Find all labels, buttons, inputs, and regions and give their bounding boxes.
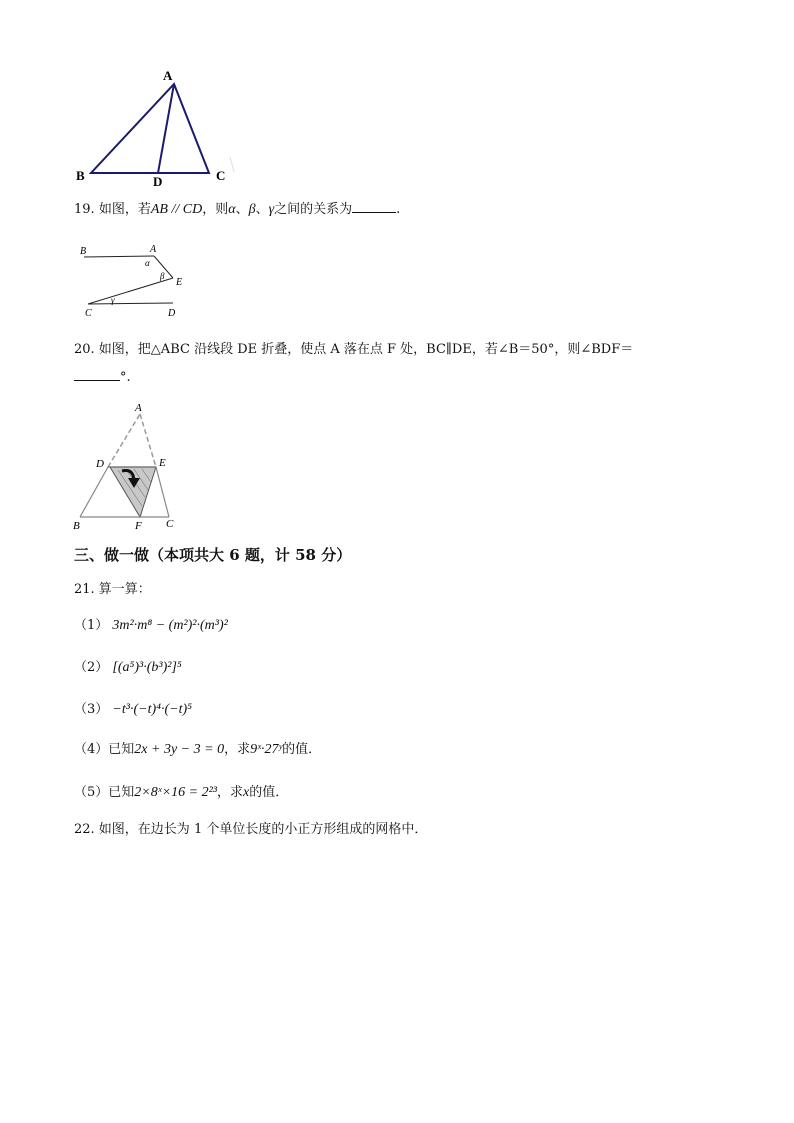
label-a: A — [135, 402, 142, 414]
line-ab — [84, 256, 154, 257]
q21-item-5-num: （5） — [74, 785, 109, 800]
q21-item-5-mid: ，求 — [216, 785, 243, 800]
q20-text: 20. 如图，把△ABC 沿线段 DE 折叠，使点 A 落在点 F 处，BC∥DE，若∠B＝50°，则∠BDF＝ — [74, 342, 634, 357]
q21-item-1 — [74, 614, 228, 634]
label-d: D — [168, 308, 176, 319]
label-b: B — [76, 168, 85, 183]
q21-item-4-suffix: 的值． — [282, 742, 322, 757]
q19-beta: β — [248, 202, 256, 217]
q21-item-4-num: （4） — [74, 742, 109, 757]
question-21-title: 21. 算一算： — [74, 582, 151, 597]
label-c: C — [85, 308, 92, 319]
q19-number: 19. — [74, 202, 95, 217]
q19-sep2: 、 — [255, 202, 269, 217]
q21-item-4 — [74, 738, 321, 758]
q21-item-5-suffix: 的值． — [249, 785, 289, 800]
q19-answer-blank — [352, 200, 396, 213]
q20-answer-blank — [74, 368, 120, 381]
q21-item-1-num: （1） — [74, 618, 109, 633]
label-beta: β — [160, 271, 165, 281]
q20-end: °. — [120, 370, 131, 385]
q21-item-4-mid: ，求 — [224, 742, 251, 757]
q21-item-2-expr: [(a⁵)³·(b³)²]⁵ — [112, 660, 182, 675]
q21-item-3 — [74, 698, 192, 718]
label-d: D — [96, 458, 104, 470]
question-22: 22. 如图，在边长为 1 个单位长度的小正方形组成的网格中． — [74, 822, 428, 837]
label-gamma: γ — [111, 295, 115, 305]
label-e: E — [176, 277, 183, 288]
line-cd — [88, 303, 173, 304]
label-alpha: α — [145, 258, 150, 268]
q19-end: . — [396, 202, 401, 217]
line-bd — [80, 467, 108, 517]
line-ec — [156, 467, 169, 517]
q21-item-5-prefix: 已知 — [108, 785, 135, 800]
dashed-da — [108, 414, 140, 467]
label-b: B — [73, 520, 80, 532]
question-20-line2 — [74, 368, 131, 385]
q21-item-5-target: x — [243, 785, 250, 800]
label-a: A — [163, 68, 173, 83]
triangle-abc — [91, 84, 209, 173]
q21-item-5 — [74, 781, 288, 801]
q21-item-3-num: （3） — [74, 702, 109, 717]
label-a: A — [150, 244, 157, 255]
label-e: E — [159, 457, 166, 469]
figure-folded-triangle — [70, 398, 190, 534]
q21-item-2-num: （2） — [74, 660, 109, 675]
faint-mark — [230, 157, 234, 172]
q19-alpha: α — [228, 202, 236, 217]
figure-parallel-lines — [76, 240, 196, 322]
dashed-ae — [140, 414, 156, 467]
label-b: B — [80, 246, 87, 257]
q19-gamma: γ — [268, 202, 275, 217]
question-19 — [74, 198, 400, 218]
segment-ec — [88, 278, 173, 304]
q19-text-before: 如图，若 — [98, 202, 151, 217]
q19-text-after: 之间的关系为 — [274, 202, 353, 217]
label-d: D — [153, 174, 163, 189]
section-3-heading: 三、做一做（本项共大 6 题，计 58 分） — [74, 546, 352, 564]
q19-sep1: 、 — [235, 202, 249, 217]
question-20-line1 — [74, 338, 633, 357]
q19-ab-cd: AB // CD — [150, 202, 203, 217]
q21-item-5-cond: 2×8ˣ×16 = 2²³ — [134, 785, 217, 800]
q21-item-4-cond: 2x + 3y − 3 = 0 — [134, 742, 225, 757]
label-c: C — [166, 518, 174, 530]
label-f: F — [135, 520, 142, 532]
q21-item-4-prefix: 已知 — [108, 742, 135, 757]
q21-item-4-target: 9ˣ·27ʸ — [250, 742, 283, 757]
q19-text-mid: ，则 — [202, 202, 229, 217]
label-c: C — [216, 168, 226, 183]
q21-item-3-expr: −t³·(−t)⁴·(−t)⁵ — [112, 702, 193, 717]
q21-item-2 — [74, 656, 182, 676]
figure-triangle-abc — [70, 62, 240, 192]
q21-item-1-expr: 3m²·m⁸ − (m²)²·(m³)² — [112, 618, 228, 633]
